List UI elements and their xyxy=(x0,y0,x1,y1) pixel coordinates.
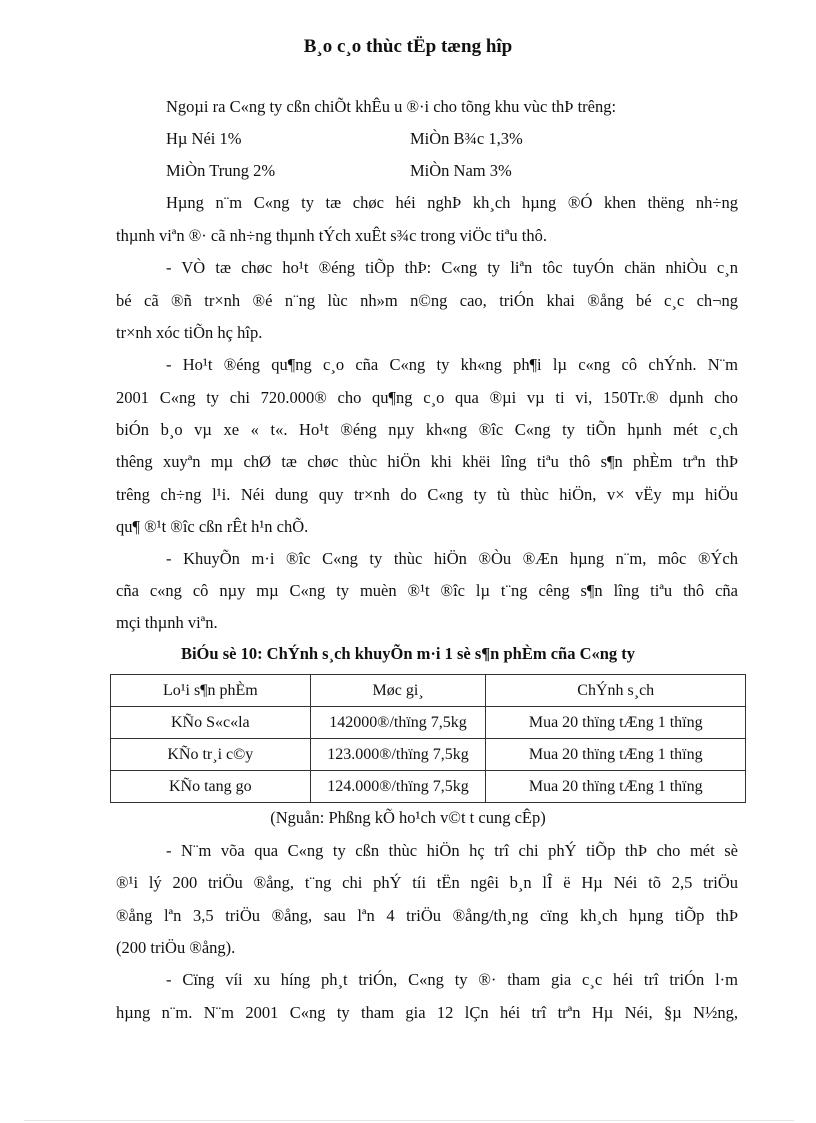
paragraph-line: bé cã ®ñ tr×nh ®é n¨ng lùc nh»m n©ng cao, triÓn khai ®ång bé c¸c ch¬ng xyxy=(116,291,738,310)
table-cell: Mua 20 thïng tÆng 1 thïng xyxy=(486,739,746,771)
page-title: B¸o c¸o thùc tËp tæng hîp xyxy=(303,36,513,57)
paragraph-line: - N¨m võa qua C«ng ty cßn thùc hiÖn hç trî chi phÝ tiÕp thÞ cho mét sè xyxy=(166,841,738,860)
paragraph-line: - Cïng víi xu híng ph¸t triÓn, C«ng ty ®· tham gia c¸c héi trî triÓn l·m xyxy=(166,970,738,989)
paragraph-line: hµng n¨m. N¨m 2001 C«ng ty tham gia 12 lÇn héi trî trªn Hµ Néi, §µ N½ng, xyxy=(116,1003,738,1022)
paragraph-line: tr×nh xóc tiÕn hç hîp. xyxy=(116,323,263,342)
column-header: Møc gi¸ xyxy=(310,675,486,707)
paragraph-line: mçi thµnh viªn. xyxy=(116,613,218,632)
page-bottom-divider xyxy=(24,1120,794,1121)
paragraph-line: 2001 C«ng ty chi 720.000® cho qu¶ng c¸o qua ®µi vµ ti vi, 150Tr.® dµnh cho xyxy=(116,388,738,407)
column-header: Lo¹i s¶n phÈm xyxy=(111,675,311,707)
table-row xyxy=(111,707,746,739)
discount-central: MiÒn Trung 2% xyxy=(166,161,276,180)
table-cell: Mua 20 thïng tÆng 1 thïng xyxy=(486,707,746,739)
paragraph-line: ®ång lªn 3,5 triÖu ®ång, sau lªn 4 triÖu ®ång/th¸ng cïng kh¸ch hµng tiÕp thÞ xyxy=(116,906,738,925)
table-header-row xyxy=(111,675,746,707)
discount-hanoi: Hµ Néi 1% xyxy=(166,129,242,148)
paragraph-line: - VÒ tæ chøc ho¹t ®éng tiÕp thÞ: C«ng ty liªn tôc tuyÓn chän nhiÒu c¸n xyxy=(166,258,738,277)
discount-row xyxy=(166,128,738,150)
table-cell: 123.000®/thïng 7,5kg xyxy=(310,739,486,771)
paragraph-line: trêng ch÷ng l¹i. Néi dung quy tr×nh do C«ng ty tù thùc hiÖn, v× vËy mµ hiÖu xyxy=(116,485,738,504)
discount-row xyxy=(166,160,738,182)
table-source: (Nguån: Phßng kÕ ho¹ch v©t t cung cÊp) xyxy=(270,808,546,827)
table-cell: KÑo tr¸i c©y xyxy=(111,739,311,771)
paragraph-line: thêng xuyªn mµ chØ tæ chøc thùc hiÖn khi khëi lîng tiªu thô s¶n phÈm trªn thÞ xyxy=(116,452,738,471)
table-caption: BiÓu sè 10: ChÝnh s¸ch khuyÕn m·i 1 sè s¶n phÈm cña C«ng ty xyxy=(180,644,636,663)
discount-south: MiÒn Nam 3% xyxy=(410,161,512,180)
paragraph-line: ®¹i lý 200 triÖu ®ång, t¨ng chi phÝ tíi tËn ngêi b¸n lÎ ë Hµ Néi tõ 2,5 triÖu xyxy=(116,873,738,892)
paragraph-line: (200 triÖu ®ång). xyxy=(116,938,236,957)
paragraph-line: cña c«ng cô nµy mµ C«ng ty muèn ®¹t ®îc lµ t¨ng cêng s¶n lîng tiªu thô cña xyxy=(116,581,738,600)
table-cell: KÑo tang go xyxy=(111,771,311,803)
paragraph-line: Hµng n¨m C«ng ty tæ chøc héi nghÞ kh¸ch hµng ®Ó khen thëng nh÷ng xyxy=(166,193,738,212)
table-cell: Mua 20 thïng tÆng 1 thïng xyxy=(486,771,746,803)
paragraph-line: qu¶ ®¹t ®îc cßn rÊt h¹n chÕ. xyxy=(116,517,309,536)
paragraph-line: thµnh viªn ®· cã nh÷ng thµnh tÝch xuÊt s¾c trong viÖc tiªu thô. xyxy=(116,226,547,245)
discount-north: MiÒn B¾c 1,3% xyxy=(410,129,523,148)
paragraph-line: biÓn b¸o vµ xe « t«. Ho¹t ®éng nµy kh«ng ®îc C«ng ty tiÕn hµnh mét c¸ch xyxy=(116,420,738,439)
promotion-table xyxy=(110,674,746,803)
table-row xyxy=(111,771,746,803)
column-header: ChÝnh s¸ch xyxy=(486,675,746,707)
table-cell: KÑo S«c«la xyxy=(111,707,311,739)
paragraph-line: Ngoµi ra C«ng ty cßn chiÕt khÊu u ®·i cho tõng khu vùc thÞ trêng: xyxy=(166,97,617,116)
table-row xyxy=(111,739,746,771)
table-cell: 142000®/thïng 7,5kg xyxy=(310,707,486,739)
paragraph-line: - Ho¹t ®éng qu¶ng c¸o cña C«ng ty kh«ng ph¶i lµ c«ng cô chÝnh. N¨m xyxy=(166,355,738,374)
paragraph-line: - KhuyÕn m·i ®îc C«ng ty thùc hiÖn ®Òu ®Æn hµng n¨m, môc ®Ých xyxy=(166,549,738,568)
table-cell: 124.000®/thïng 7,5kg xyxy=(310,771,486,803)
